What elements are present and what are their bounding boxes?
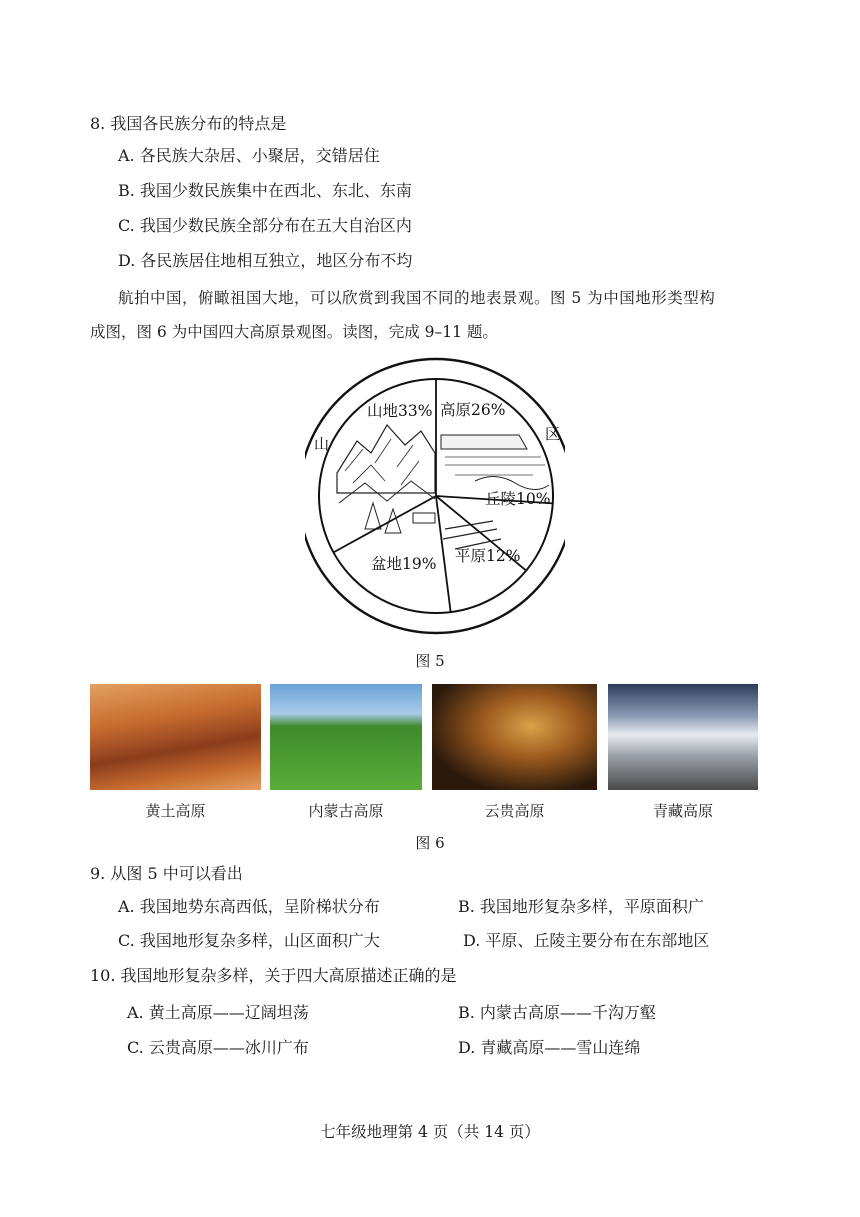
pie-sketch-art	[337, 425, 549, 549]
yunnan-guizhou-plateau-photo	[432, 684, 597, 790]
inner-mongolia-plateau-photo	[270, 684, 422, 790]
slice-label-plateau: 高原26%	[440, 401, 506, 419]
figure-5-caption: 图 5	[415, 652, 445, 670]
q9-stem: 9. 从图 5 中可以看出	[90, 864, 243, 883]
photo-label-inner-mongolia: 内蒙古高原	[308, 802, 384, 820]
slice-label-plain: 平原12%	[455, 547, 521, 565]
slice-divider-盆地	[436, 496, 451, 612]
photo-label-loess: 黄土高原	[145, 802, 206, 820]
photo-label-qingzang: 青藏高原	[652, 802, 713, 820]
slice-label-hills: 丘陵10%	[485, 490, 551, 508]
figure-6-caption: 图 6	[415, 834, 445, 852]
q9-option-a: A. 我国地势东高西低，呈阶梯状分布	[118, 897, 380, 916]
slice-label-mountain: 山地33%	[367, 402, 433, 420]
q8-option-d: D. 各民族居住地相互独立，地区分布不均	[118, 251, 413, 270]
ring-label-area: 区	[545, 425, 561, 443]
intro-line-1: 航拍中国，俯瞰祖国大地，可以欣赏到我国不同的地表景观。图 5 为中国地形类型构	[118, 289, 716, 307]
terrain-pie-figure	[305, 353, 565, 637]
q10-option-d: D. 青藏高原——雪山连绵	[458, 1038, 641, 1057]
page-footer: 七年级地理第 4 页（共 14 页）	[320, 1123, 540, 1141]
q10-option-b: B. 内蒙古高原——千沟万壑	[458, 1003, 656, 1022]
q8-option-a: A. 各民族大杂居、小聚居，交错居住	[118, 146, 380, 165]
qinghai-tibet-plateau-photo	[608, 684, 758, 790]
q8-option-b: B. 我国少数民族集中在西北、东北、东南	[118, 181, 412, 200]
q9-option-b: B. 我国地形复杂多样，平原面积广	[458, 897, 704, 916]
slice-label-basin: 盆地19%	[371, 555, 437, 573]
intro-line-2: 成图，图 6 为中国四大高原景观图。读图，完成 9–11 题。	[90, 323, 498, 341]
q8-stem: 8. 我国各民族分布的特点是	[90, 114, 287, 133]
slice-divider-山地	[333, 496, 436, 552]
q10-stem: 10. 我国地形复杂多样，关于四大高原描述正确的是	[90, 966, 457, 985]
q8-option-c: C. 我国少数民族全部分布在五大自治区内	[118, 216, 412, 235]
ring-label-mountain: 山	[314, 435, 330, 453]
q10-option-a: A. 黄土高原——辽阔坦荡	[127, 1003, 309, 1022]
q9-option-d: D. 平原、丘陵主要分布在东部地区	[463, 931, 710, 950]
q10-option-c: C. 云贵高原——冰川广布	[127, 1038, 309, 1057]
q9-option-c: C. 我国地形复杂多样，山区面积广大	[118, 931, 380, 950]
photo-label-yungui: 云贵高原	[484, 802, 545, 820]
loess-plateau-photo	[90, 684, 261, 790]
